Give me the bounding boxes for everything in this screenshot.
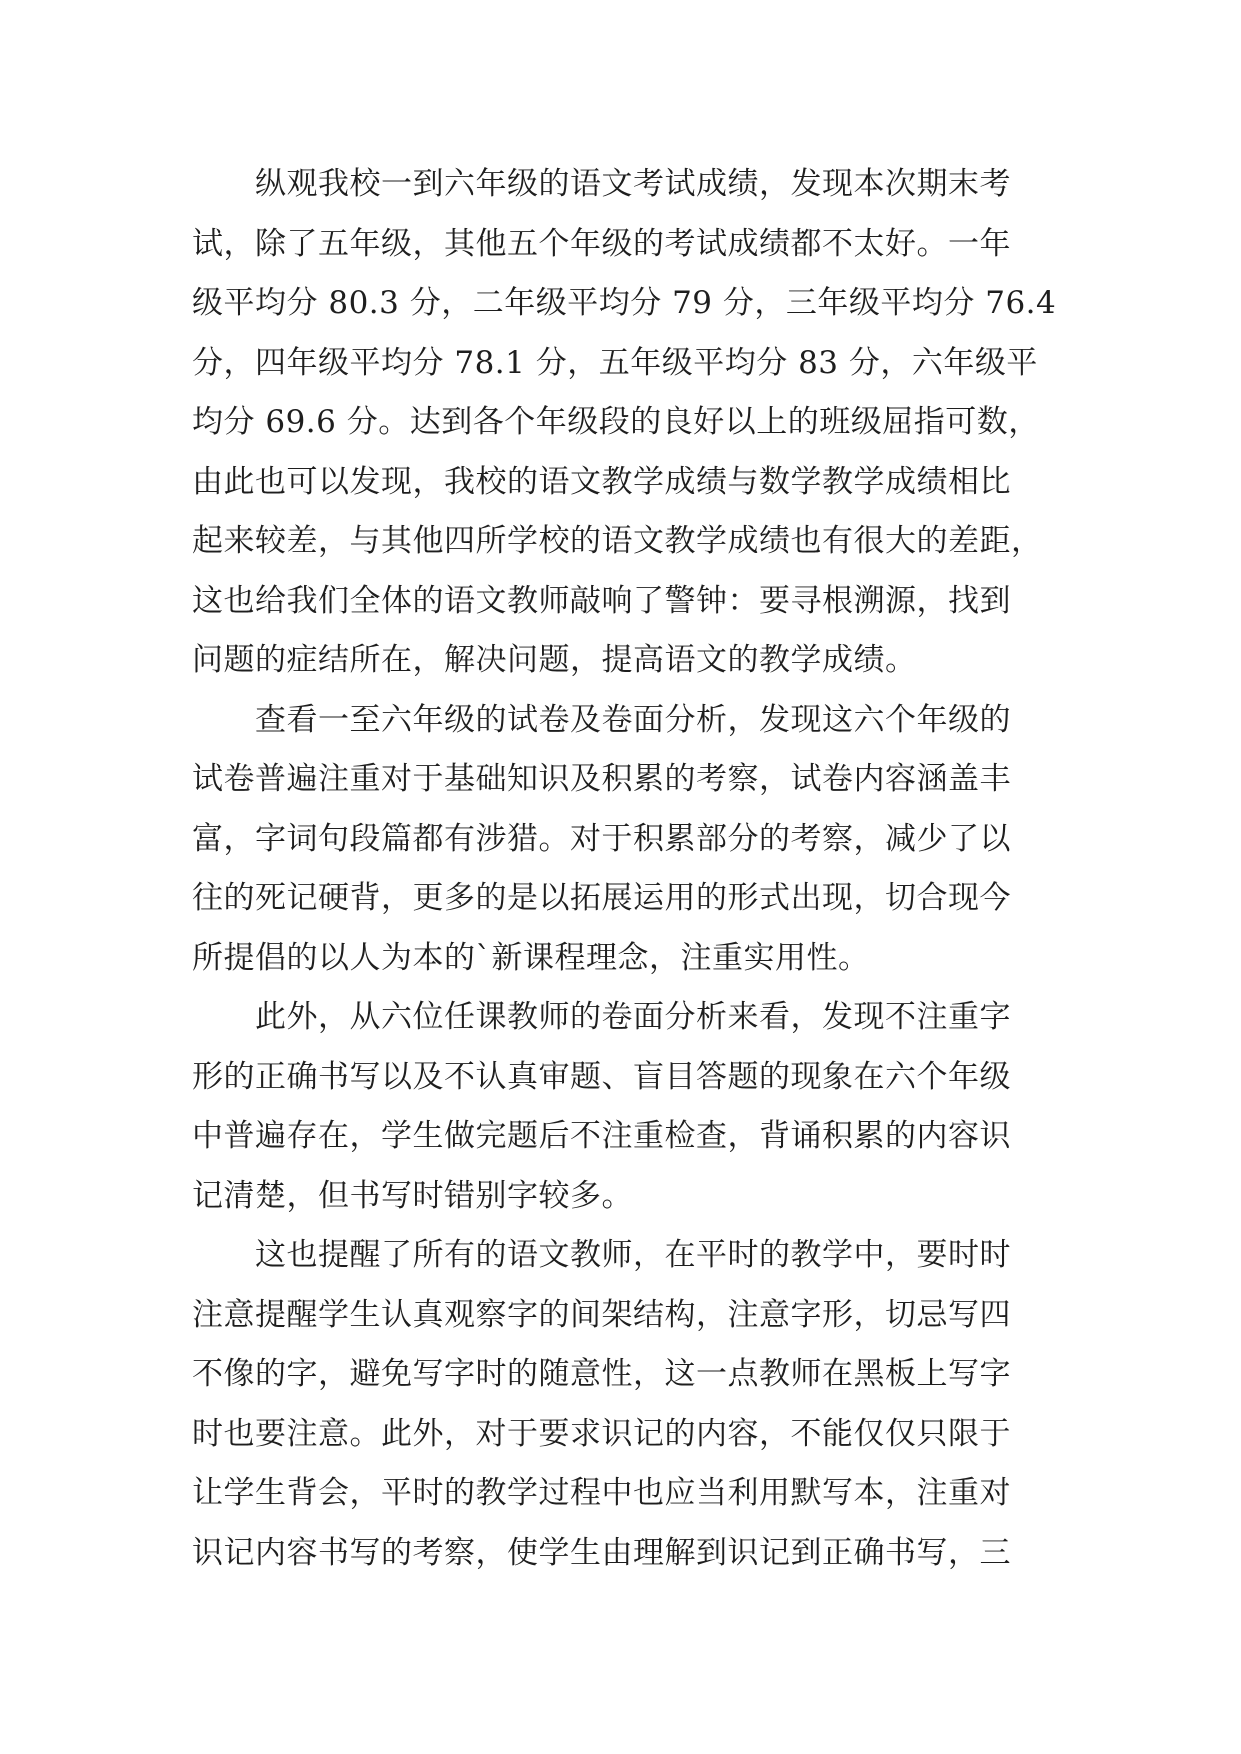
paragraph-3-line-2: 形的正确书写以及不认真审题、盲目答题的现象在六个年级 [192,1058,1011,1095]
paragraph-1-line-7: 起来较差，与其他四所学校的语文教学成绩也有很大的差距， [192,523,1043,559]
paragraph-3-line-3: 中普遍存在，学生做完题后不注重检查，背诵积累的内容识 [192,1118,1011,1154]
body-text [192,155,1062,1583]
paragraph-2-line-4: 往的死记硬背，更多的是以拓展运用的形式出现，切合现今 [192,880,1011,916]
paragraph-2-line-2: 试卷普遍注重对于基础知识及积累的考察，试卷内容涵盖丰 [192,761,1011,797]
paragraph-4-line-6: 识记内容书写的考察，使学生由理解到识记到正确书写，三 [192,1534,1011,1571]
paragraph-4-line-4: 时也要注意。此外，对于要求识记的内容，不能仅仅只限于 [192,1415,1011,1452]
paragraph-4-line-5: 让学生背会，平时的教学过程中也应当利用默写本，注重对 [192,1475,1011,1511]
paragraph-2-line-1: 查看一至六年级的试卷及卷面分析，发现这六个年级的 [255,701,1011,738]
paragraph-2-line-3: 富，字词句段篇都有涉猎。对于积累部分的考察，减少了以 [192,820,1011,857]
paragraph-3-line-4: 记清楚，但书写时错别字较多。 [192,1177,633,1214]
paragraph-1-line-9: 问题的症结所在，解决问题，提高语文的教学成绩。 [192,642,917,678]
paragraph-4-line-3: 不像的字，避免写字时的随意性，这一点教师在黑板上写字 [192,1356,1011,1392]
paragraph-1-line-8: 这也给我们全体的语文教师敲响了警钟：要寻根溯源，找到 [192,582,1011,619]
paragraph-1-line-6: 由此也可以发现，我校的语文教学成绩与数学教学成绩相比 [192,463,1011,500]
paragraph-1-line-4: 分，四年级平均分 78.1 分，五年级平均分 83 分，六年级平 [192,344,1038,381]
paragraph-4-line-1: 这也提醒了所有的语文教师，在平时的教学中，要时时 [255,1237,1011,1273]
paragraph-1-line-1: 纵观我校一到六年级的语文考试成绩，发现本次期末考 [255,166,1011,202]
paragraph-1-line-3: 级平均分 80.3 分，二年级平均分 79 分，三年级平均分 76.4 [192,285,1057,321]
paragraph-3-line-1: 此外，从六位任课教师的卷面分析来看，发现不注重字 [255,999,1011,1035]
paragraph-4-line-2: 注意提醒学生认真观察字的间架结构，注意字形，切忌写四 [192,1296,1011,1333]
paragraph-1-line-2: 试，除了五年级，其他五个年级的考试成绩都不太好。一年 [192,225,1011,262]
paragraph-1-line-5: 均分 69.6 分。达到各个年级段的良好以上的班级屈指可数， [192,404,1040,440]
paragraph-2-line-5: 所提倡的以人为本的`新课程理念，注重实用性。 [192,939,870,976]
